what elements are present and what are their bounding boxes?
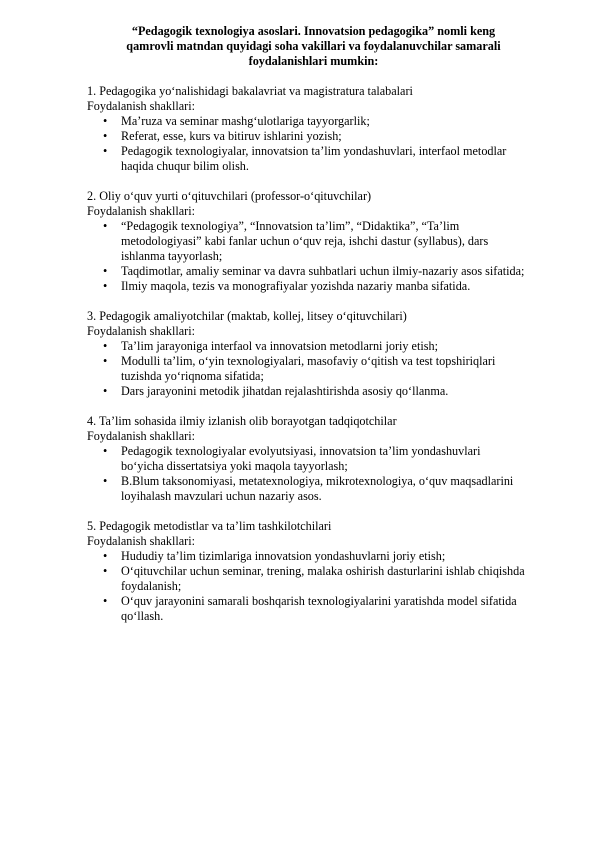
bullet-list xyxy=(87,114,526,174)
list-item: • Pedagogik texnologiyalar evolyutsiyasi, innovatsion ta’lim yondashuvlari bo‘yicha dissertatsiya yoki maqola tayyorlash; xyxy=(87,444,526,474)
list-item: • O‘qituvchilar uchun seminar, trening, malaka oshirish dasturlarini ishlab chiqishda foydalanish; xyxy=(87,564,526,594)
section-1 xyxy=(87,84,526,174)
bullet-list xyxy=(87,549,526,624)
list-item: • Pedagogik texnologiyalar, innovatsion ta’lim yondashuvlari, interfaol metodlar haqida chuqur bilim olish. xyxy=(87,144,526,174)
section-4 xyxy=(87,414,526,504)
list-item: • Hududiy ta’lim tizimlariga innovatsion yondashuvlarni joriy etish; xyxy=(87,549,526,564)
list-item: • Taqdimotlar, amaliy seminar va davra suhbatlari uchun ilmiy-nazariy asos sifatida; xyxy=(87,264,526,279)
list-item: • Dars jarayonini metodik jihatdan rejalashtirishda asosiy qo‘llanma. xyxy=(87,384,526,399)
list-item: • Referat, esse, kurs va bitiruv ishlarini yozish; xyxy=(87,129,526,144)
section-heading: 2. Oliy o‘quv yurti o‘qituvchilari (professor-o‘qituvchilar) xyxy=(87,189,372,203)
document-title xyxy=(87,24,526,69)
list-item: • B.Blum taksonomiyasi, metatexnologiya, mikrotexnologiya, o‘quv maqsadlarini loyihalash mavzulari uchun nazariy asos. xyxy=(87,474,526,504)
list-item: • O‘quv jarayonini samarali boshqarish texnologiyalarini yaratishda model sifatida qo‘llash. xyxy=(87,594,526,624)
title-line: qamrovli matndan quyidagi soha vakillari va foydalanuvchilar samarali xyxy=(126,39,501,53)
list-item: • Ma’ruza va seminar mashg‘ulotlariga tayyorgarlik; xyxy=(87,114,526,129)
section-subheading: Foydalanish shakllari: xyxy=(87,429,195,443)
section-2 xyxy=(87,189,526,294)
section-heading: 1. Pedagogika yo‘nalishidagi bakalavriat va magistratura talabalari xyxy=(87,84,413,98)
section-heading: 4. Ta’lim sohasida ilmiy izlanish olib borayotgan tadqiqotchilar xyxy=(87,414,397,428)
list-item: • Ta’lim jarayoniga interfaol va innovatsion metodlarni joriy etish; xyxy=(87,339,526,354)
title-line: foydalanishlari mumkin: xyxy=(248,54,379,68)
section-subheading: Foydalanish shakllari: xyxy=(87,534,195,548)
section-heading: 3. Pedagogik amaliyotchilar (maktab, kollej, litsey o‘qituvchilari) xyxy=(87,309,407,323)
section-subheading: Foydalanish shakllari: xyxy=(87,204,195,218)
section-heading: 5. Pedagogik metodistlar va ta’lim tashkilotchilari xyxy=(87,519,332,533)
list-item: • “Pedagogik texnologiya”, “Innovatsion ta’lim”, “Didaktika”, “Ta’lim metodologiyasi” kabi fanlar uchun o‘quv reja, ishchi dastur (syllabus), dars ishlanma tayyorlash; xyxy=(87,219,526,264)
section-subheading: Foydalanish shakllari: xyxy=(87,99,195,113)
list-item: • Ilmiy maqola, tezis va monografiyalar yozishda nazariy manba sifatida. xyxy=(87,279,526,294)
section-3 xyxy=(87,309,526,399)
title-line: “Pedagogik texnologiya asoslari. Innovatsion pedagogika” nomli keng xyxy=(131,24,496,38)
section-5 xyxy=(87,519,526,624)
section-subheading: Foydalanish shakllari: xyxy=(87,324,195,338)
bullet-list xyxy=(87,444,526,504)
bullet-list xyxy=(87,219,526,294)
list-item: • Modulli ta’lim, o‘yin texnologiyalari, masofaviy o‘qitish va test topshiriqlari tuzishda yo‘riqnoma sifatida; xyxy=(87,354,526,384)
bullet-list xyxy=(87,339,526,399)
